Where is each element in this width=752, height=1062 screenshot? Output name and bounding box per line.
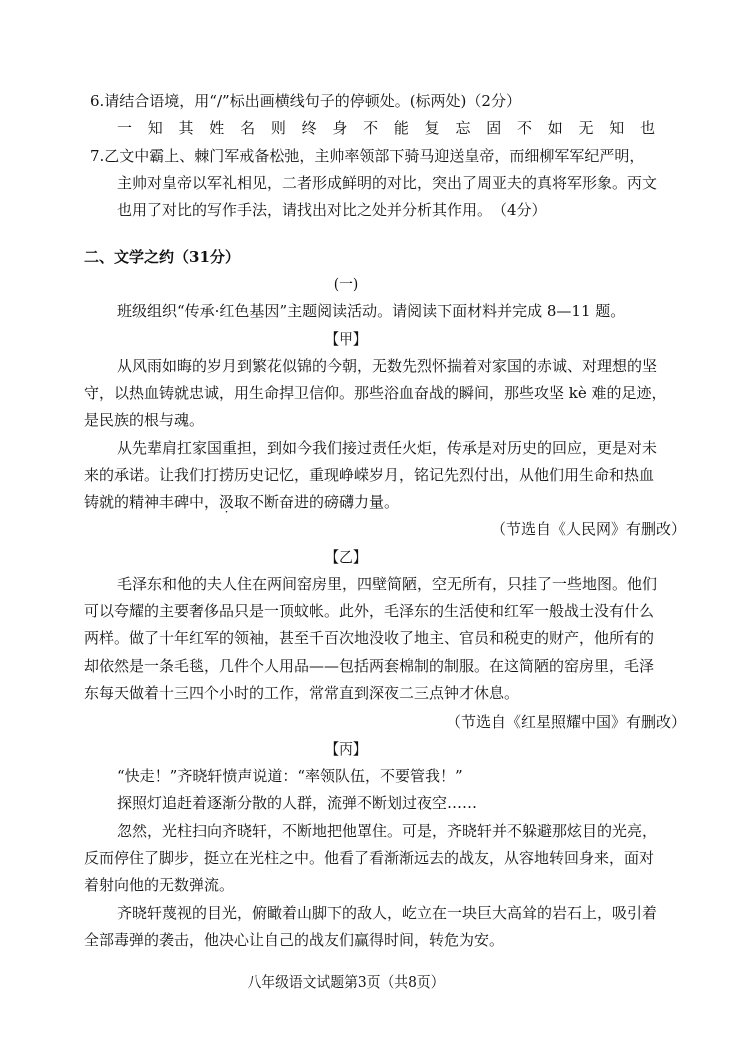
yi-source: （节选自《红星照耀中国》有删改） bbox=[445, 713, 686, 731]
bing-label: 【丙】 bbox=[325, 740, 367, 758]
question-7-line-3: 也用了对比的写作手法，请找出对比之处并分析其作用。 （4分） bbox=[117, 201, 547, 219]
bing-line-4: 反而停住了脚步，挺立在光柱之中。他看了看渐渐远去的战友，从容地转回身来，面对 bbox=[84, 849, 655, 867]
bing-line-1: “快走！”齐晓轩愤声说道：“率领队伍，不要管我！” bbox=[117, 767, 463, 785]
jia-text-segment: 取不断奋进的磅礴力量。 bbox=[234, 493, 400, 511]
bing-line-7: 全部毒弹的袭击，他决心让自己的战友们赢得时间，转危为安。 bbox=[84, 931, 505, 949]
bing-line-5: 着射向他的无数弹流。 bbox=[84, 876, 235, 894]
jia-paragraph-1-line-1: 从风雨如晦的岁月到繁花似锦的今朝，无数先烈怀揣着对家国的赤诚、对理想的坚 bbox=[117, 357, 658, 375]
jia-paragraph-2-line-1: 从先辈肩扛家国重担，到如今我们接过责任火炬，传承是对历史的回应，更是对未 bbox=[117, 439, 658, 457]
jia-source: （节选自《人民网》有删改） bbox=[490, 520, 686, 538]
jia-paragraph-1-line-3: 是民族的根与魂。 bbox=[84, 411, 205, 429]
jia-paragraph-2-line-2: 来的承诺。让我们打捞历史记忆，重现峥嵘岁月，铭记先烈付出，从他们用生命和热血 bbox=[84, 466, 655, 484]
yi-line-1: 毛泽东和他的夫人住在两间窑房里，四壁简陋，空无所有，只挂了一些地图。他们 bbox=[117, 575, 658, 593]
jia-label: 【甲】 bbox=[325, 330, 367, 348]
question-7-line-2: 主帅对皇帝以军礼相见，二者形成鲜明的对比，突出了周亚夫的真将军形象。丙文 bbox=[117, 174, 658, 192]
jia-text-segment: 铸就的精神丰碑中， bbox=[84, 493, 220, 511]
bing-line-3: 忽然，光柱扫向齐晓轩，不断地把他罩住。可是，齐晓轩并不躲避那炫目的光亮， bbox=[117, 822, 658, 840]
question-6: 6.请结合语境，用“/”标出画横线句子的停顿处。(标两处)（2分） bbox=[90, 92, 521, 110]
part-intro: 班级组织“传承·红色基因”主题阅读活动。请阅读下面材料并完成 8—11 题。 bbox=[117, 302, 626, 320]
question-6-sentence: 一 知 其 姓 名 则 终 身 不 能 复 忘 固 不 如 无 知 也 bbox=[117, 119, 661, 137]
emphasis-dot-char: 汲 bbox=[219, 493, 235, 511]
yi-line-5: 东每天做着十三四个小时的工作，常常直到深夜二三点钟才休息。 bbox=[84, 684, 520, 702]
section-heading: 二、文学之约（31分） bbox=[84, 248, 240, 266]
page-footer: 八年级语文试题第3页（共8页） bbox=[247, 973, 445, 991]
bing-line-6: 齐晓轩蔑视的目光，俯瞰着山脚下的敌人，屹立在一块巨大高耸的岩石上，吸引着 bbox=[117, 904, 658, 922]
yi-line-4: 却依然是一条毛毯，几件个人用品——包括两套棉制的制服。在这简陋的窑房里，毛泽 bbox=[84, 657, 655, 675]
yi-line-2: 可以夸耀的主要奢侈品只是一顶蚊帐。此外，毛泽东的生活使和红军一般战士没有什么 bbox=[84, 602, 655, 620]
part-label: (一) bbox=[333, 275, 359, 293]
bing-line-2: 探照灯追赶着逐渐分散的人群，流弹不断划过夜空…… bbox=[117, 794, 478, 812]
jia-paragraph-1-line-2: 守，以热血铸就忠诚，用生命捍卫信仰。那些浴血奋战的瞬间，那些攻坚 kè 难的足迹， bbox=[84, 384, 667, 402]
jia-paragraph-2-line-3 bbox=[84, 492, 399, 512]
yi-line-3: 两样。做了十年红军的领袖，甚至千百次地没收了地主、官员和税吏的财产，他所有的 bbox=[84, 629, 655, 647]
question-7-line-1: 7.乙文中霸上、棘门军戒备松弛，主帅率领部下骑马迎送皇帝，而细柳军军纪严明， bbox=[90, 147, 645, 165]
yi-label: 【乙】 bbox=[325, 548, 367, 566]
